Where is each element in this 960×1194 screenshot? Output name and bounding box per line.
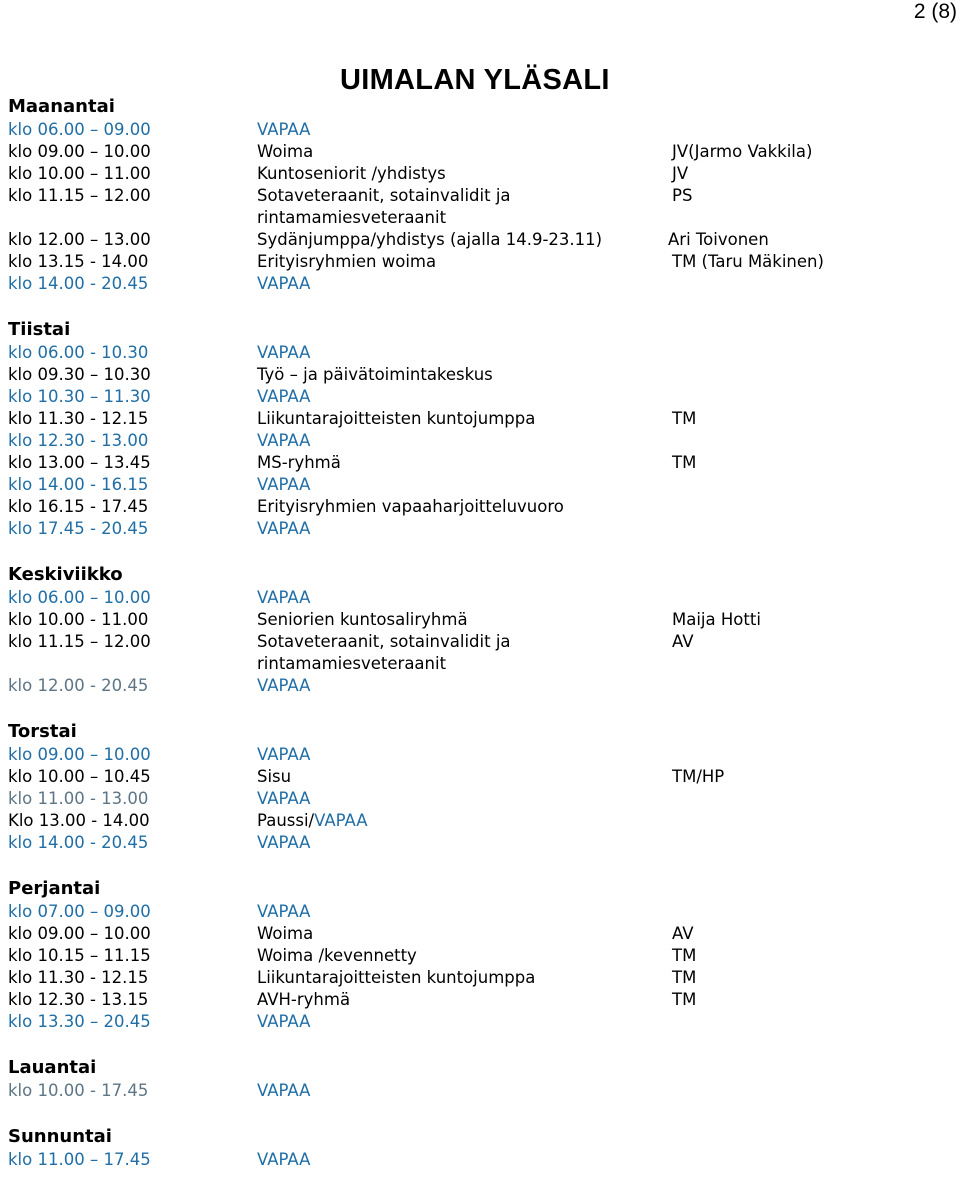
instructor: TM [672,453,697,472]
free-slot-label: VAPAA [257,588,311,607]
time-slot: klo 14.00 - 20.45 [8,833,149,852]
free-slot-label: VAPAA [257,274,311,293]
time-slot: klo 11.30 - 12.15 [8,968,149,987]
activity-name: Sotaveteraanit, sotainvalidit ja rintamamiesveteraanit [257,632,511,673]
schedule-row [8,273,953,295]
instructor: TM [672,946,697,965]
activity-name: Erityisryhmien woima [257,252,437,271]
activity-name: Liikuntarajoitteisten kuntojumppa [257,968,536,987]
time-slot: klo 11.00 - 13.00 [8,789,149,808]
instructor: TM [672,409,697,428]
day-section [8,95,953,295]
day-section [8,720,953,854]
instructor: Maija Hotti [672,610,761,629]
day-heading: Maanantai [8,96,115,117]
activity-name: Sotaveteraanit, sotainvalidit ja rintamamiesveteraanit [257,186,511,227]
activity-name: Paussi/VAPAA [257,811,368,830]
time-slot: klo 09.00 – 10.00 [8,924,151,943]
schedule-row [8,1149,953,1171]
time-slot: klo 10.00 - 17.45 [8,1081,149,1100]
schedule-row [8,1080,953,1102]
schedule-row [8,452,953,474]
schedule-row [8,675,953,697]
instructor: TM/HP [672,767,725,786]
free-slot-label: VAPAA [257,120,311,139]
page-number: 2 (8) [913,0,957,23]
time-slot: klo 06.00 - 10.30 [8,343,149,362]
schedule-row [8,342,953,364]
instructor: TM [672,968,697,987]
schedule-row [8,518,953,540]
time-slot: klo 14.00 - 20.45 [8,274,149,293]
day-section [8,563,953,697]
instructor: TM [672,990,697,1009]
time-slot: klo 09.30 – 10.30 [8,365,151,384]
free-slot-label: VAPAA [257,1012,311,1031]
activity-name: Sisu [257,767,292,786]
schedule-row [8,251,953,273]
time-slot: klo 10.00 – 10.45 [8,767,151,786]
activity-name: Woima /kevennetty [257,946,417,965]
schedule-row [8,989,953,1011]
day-heading: Perjantai [8,878,101,899]
activity-name: Erityisryhmien vapaaharjoitteluvuoro [257,497,564,516]
schedule-row [8,496,953,518]
time-slot: klo 12.30 - 13.00 [8,431,149,450]
time-slot: klo 13.00 – 13.45 [8,453,151,472]
activity-name: Sydänjumppa/yhdistys (ajalla 14.9-23.11) [257,230,603,249]
activity-name: Seniorien kuntosaliryhmä [257,610,468,629]
activity-name: Liikuntarajoitteisten kuntojumppa [257,409,536,428]
instructor: AV [672,632,694,651]
free-slot-label: VAPAA [257,1150,311,1169]
time-slot: Klo 13.00 - 14.00 [8,811,150,830]
time-slot: klo 11.15 – 12.00 [8,186,151,205]
schedule-row [8,788,953,810]
instructor: PS [672,186,693,205]
schedule-row [8,119,953,141]
weekly-schedule [8,95,953,1194]
activity-name: Työ – ja päivätoimintakeskus [257,365,493,384]
time-slot: klo 13.15 - 14.00 [8,252,149,271]
time-slot: klo 09.00 – 10.00 [8,142,151,161]
time-slot: klo 06.00 – 10.00 [8,588,151,607]
free-slot-label: VAPAA [257,1081,311,1100]
activity-name: Woima [257,142,314,161]
schedule-row [8,923,953,945]
schedule-row [8,901,953,923]
day-heading: Sunnuntai [8,1126,112,1147]
schedule-row [8,430,953,452]
instructor: AV [672,924,694,943]
time-slot: klo 10.00 - 11.00 [8,610,149,629]
day-section [8,877,953,1033]
instructor: JV(Jarmo Vakkila) [672,142,813,161]
free-slot-label: VAPAA [257,789,311,808]
time-slot: klo 12.00 - 20.45 [8,676,149,695]
time-slot: klo 06.00 – 09.00 [8,120,151,139]
day-heading: Torstai [8,721,77,742]
instructor: JV [672,164,689,183]
time-slot: klo 10.00 – 11.00 [8,164,151,183]
schedule-row [8,141,953,163]
time-slot: klo 10.15 – 11.15 [8,946,151,965]
schedule-row [8,185,953,229]
schedule-row [8,631,953,675]
schedule-row [8,474,953,496]
day-heading: Keskiviikko [8,564,123,585]
time-slot: klo 09.00 – 10.00 [8,745,151,764]
schedule-row [8,1011,953,1033]
time-slot: klo 11.15 – 12.00 [8,632,151,651]
schedule-row [8,766,953,788]
schedule-row [8,386,953,408]
time-slot: klo 12.00 – 13.00 [8,230,151,249]
schedule-row [8,587,953,609]
free-slot-label: VAPAA [257,475,311,494]
instructor: Ari Toivonen [668,230,769,249]
day-section [8,1056,953,1102]
time-slot: klo 12.30 - 13.15 [8,990,149,1009]
free-slot-label: VAPAA [314,811,368,830]
free-slot-label: VAPAA [257,902,311,921]
time-slot: klo 16.15 - 17.45 [8,497,149,516]
schedule-row [8,229,953,251]
schedule-row [8,408,953,430]
schedule-row [8,832,953,854]
page-title: UIMALAN YLÄSALI [340,64,610,96]
time-slot: klo 11.00 – 17.45 [8,1150,151,1169]
time-slot: klo 11.30 - 12.15 [8,409,149,428]
day-section [8,1125,953,1171]
schedule-row [8,364,953,386]
day-heading: Tiistai [8,319,71,340]
free-slot-label: VAPAA [257,833,311,852]
activity-name: Kuntoseniorit /yhdistys [257,164,446,183]
schedule-row [8,810,953,832]
time-slot: klo 07.00 – 09.00 [8,902,151,921]
free-slot-label: VAPAA [257,676,311,695]
free-slot-label: VAPAA [257,745,311,764]
free-slot-label: VAPAA [257,519,311,538]
day-section [8,318,953,540]
free-slot-label: VAPAA [257,431,311,450]
schedule-row [8,609,953,631]
free-slot-label: VAPAA [257,343,311,362]
time-slot: klo 14.00 - 16.15 [8,475,149,494]
activity-name: Woima [257,924,314,943]
time-slot: klo 13.30 – 20.45 [8,1012,151,1031]
schedule-row [8,967,953,989]
activity-name: MS-ryhmä [257,453,341,472]
activity-name: AVH-ryhmä [257,990,351,1009]
schedule-row [8,744,953,766]
day-heading: Lauantai [8,1057,97,1078]
time-slot: klo 17.45 - 20.45 [8,519,149,538]
schedule-row [8,945,953,967]
instructor: TM (Taru Mäkinen) [672,252,824,271]
time-slot: klo 10.30 – 11.30 [8,387,151,406]
schedule-row [8,163,953,185]
free-slot-label: VAPAA [257,387,311,406]
